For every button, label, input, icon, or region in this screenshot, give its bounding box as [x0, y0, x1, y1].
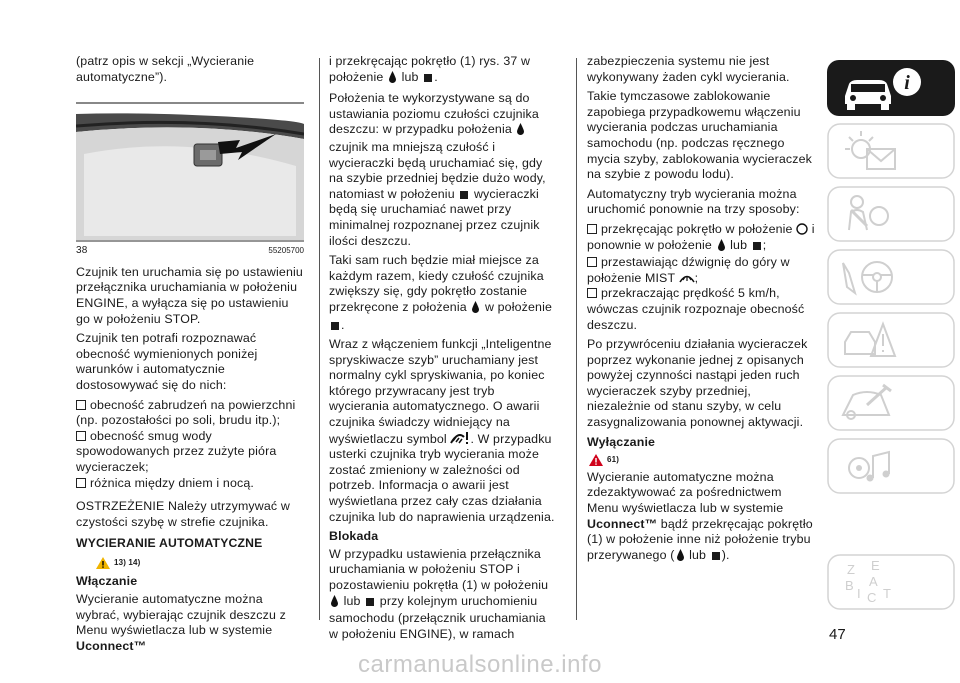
brand-name: Uconnect™ [587, 516, 658, 531]
square-drops-icon [424, 74, 432, 82]
tab-driving[interactable] [827, 249, 955, 314]
brand-name: Uconnect™ [76, 638, 147, 653]
paragraph: Wycieranie automatyczne można zdezaktywować za pośrednictwem Menu wyświetlacza lub w systemie Uconnect™ bądź przekręcając pokrętło (1) w położenie inne niż położenie trybu przerywanego ( lub ). [587, 470, 815, 566]
svg-text:A: A [869, 574, 878, 589]
warning-triangle-icon [96, 557, 110, 569]
emergency-icon [827, 312, 955, 368]
svg-text:i: i [904, 72, 910, 94]
list-item: przestawiając dźwignię do góry w położenie MIST ; [587, 255, 790, 285]
drop-icon [472, 301, 479, 318]
list-item: przekręcając pokrętło w położenie i ponownie w położenie lub ; [587, 222, 815, 255]
tab-emergency[interactable] [827, 312, 955, 377]
windshield-sensor-illustration [76, 94, 304, 242]
tab-car-info[interactable] [827, 60, 955, 125]
column-middle [329, 54, 557, 646]
subheading: Włączanie [76, 574, 138, 589]
intro-text: (patrz opis w sekcji „Wycieranie automatyczne”). [76, 54, 255, 84]
drop-icon [389, 71, 396, 88]
paragraph: Po przywróceniu działania wycieraczek poprzez wykonanie jednej z opisanych powyżej czynności nastąpi jeden ruch wycieraczek szyby przedniej, niezależnie od stanu szyby, w celu zasygnalizowania ponownej aktywacji. [587, 337, 808, 430]
paragraph: zabezpieczenia systemu nie jest wykonywany żaden cykl wycierania. [587, 54, 790, 84]
tab-safety[interactable] [827, 186, 955, 251]
warning-references [589, 452, 815, 468]
index-icon [827, 554, 955, 610]
tab-warning-lights[interactable] [827, 123, 955, 188]
maintenance-icon [827, 375, 955, 431]
paragraph: Takie tymczasowe zablokowanie zapobiega przypadkowemu włączeniu wycierania podczas uruchamiania samochodu (np. podczas ręcznego mycia szyby, zablokowania wycieraczek na szybie z powodu lodu). [587, 89, 812, 182]
column-divider [576, 58, 577, 620]
tab-maintenance[interactable] [827, 375, 955, 440]
svg-text:Z: Z [847, 562, 855, 577]
square-drops-icon [331, 322, 339, 330]
list-item: obecność zabrudzeń na powierzchni (np. pozostałości po soli, brudu itp.); [76, 397, 296, 428]
windshield-figure [76, 94, 304, 242]
warning-references [96, 555, 304, 571]
square-drops-icon [460, 191, 468, 199]
bullet-box-icon [76, 400, 86, 410]
paragraph: Taki sam ruch będzie miał miejsce za każdym razem, kiedy czułość czujnika zwiększy się, gdy pokrętło zostanie przekręcone z położenia w położenie . [329, 253, 553, 332]
danger-triangle-icon [589, 454, 603, 466]
figure-number: 38 [76, 245, 88, 257]
section-heading: WYCIERANIE AUTOMATYCZNE [76, 536, 263, 551]
drop-icon [677, 549, 684, 566]
paragraph: Czujnik ten potrafi rozpoznawać obecność wymienionych poniżej warunków i automatycznie dostosowywać się do nich: [76, 331, 258, 392]
paragraph: Wraz z włączeniem funkcji „Inteligentne spryskiwacze szyb” uruchamiany jest normalny cykl spryskiwania, po koniec którego przywracany jest tryb wycierania automatycznego. O awarii czujnika świadczy widniejący na wyświetlaczu symbol . W przypadku usterki czujnika tryb wycierania może zostać zmieniony w zależności od potrzeb. Informacja o awarii jest wyświetlana przez cały czas działania czujnika lub do naprawienia urządzenia. [329, 337, 555, 524]
driving-icon [827, 249, 955, 305]
bullet-box-icon [76, 478, 86, 488]
rain-sensor-fault-icon [450, 431, 470, 445]
tab-multimedia[interactable] [827, 438, 955, 503]
bullet-list [76, 398, 304, 492]
svg-text:I: I [857, 586, 861, 601]
subheading: Blokada [329, 529, 379, 544]
paragraph: W przypadku ustawienia przełącznika uruchamiania w położeniu STOP i pozostawieniu pokrętła (1) w położeniu lub przy kolejnym uruchomieniu samochodu (przełącznik uruchamiania w położeniu ENGINE), w ramach [329, 546, 549, 641]
paragraph: Położenia te wykorzystywane są do ustawiania poziomu czułości czujnika deszczu: w przypadku położenia czujnik ma mniejszą czułość i wycieraczki będą uruchamiać się, gdy na szybie przedniej będzie dużo wody, natomiast w położeniu wycieraczki będą się uruchamiać nawet przy minimalnej rozpoznanej przez czujnik ilości deszczu. [329, 91, 546, 248]
bullet-box-icon [587, 257, 597, 267]
square-drops-icon [366, 598, 374, 606]
subheading: Wyłączanie [587, 434, 656, 449]
paragraph: Automatyczny tryb wycierania można uruchomić ponownie na trzy sposoby: [587, 186, 800, 217]
drop-icon [331, 595, 338, 612]
list-item: przekraczając prędkość 5 km/h, wówczas czujnik rozpoznaje obecność deszczu. [587, 286, 805, 332]
column-right [587, 54, 815, 569]
mist-wiper-icon [679, 272, 695, 284]
square-drops-icon [712, 552, 720, 560]
paragraph: i przekręcając pokrętło (1) rys. 37 w położenie lub . [329, 54, 557, 87]
warning-lights-icon [827, 123, 955, 179]
off-position-circle-icon [796, 223, 808, 235]
drop-icon [517, 123, 524, 140]
list-item: obecność smug wody spowodowanych przez zużyte pióra wycieraczek; [76, 428, 277, 474]
paragraph: Wycieranie automatyczne można wybrać, wybierając czujnik deszczu z Menu wyświetlacza lub w systemie Uconnect™ [76, 592, 286, 653]
watermark: carmanualsonline.info [358, 651, 602, 678]
bullet-box-icon [587, 288, 597, 298]
column-divider [319, 58, 320, 620]
car-info-icon [827, 60, 955, 116]
safety-icon [827, 186, 955, 242]
bullet-box-icon [76, 431, 86, 441]
caution-note: OSTRZEŻENIE Należy utrzymywać w czystości szybę w strefie czujnika. [76, 499, 290, 529]
svg-text:B: B [845, 578, 854, 593]
warning-ref-number: 61) [607, 455, 620, 465]
column-left [76, 54, 304, 658]
multimedia-icon [827, 438, 955, 494]
warning-ref-numbers: 13) 14) [114, 557, 141, 567]
bullet-box-icon [587, 224, 597, 234]
svg-text:T: T [883, 586, 891, 601]
page-number: 47 [829, 626, 846, 643]
paragraph: Czujnik ten uruchamia się po ustawieniu przełącznika uruchamiania w położeniu ENGINE, a wyłącza się po ustawieniu go w położeniu STOP. [76, 264, 303, 326]
square-drops-icon [753, 242, 761, 250]
list-item: różnica między dniem i nocą. [76, 476, 304, 492]
figure-code: 55205700 [268, 246, 304, 256]
svg-text:E: E [871, 558, 880, 573]
figure-caption [76, 243, 304, 259]
svg-text:C: C [867, 590, 877, 605]
tab-index[interactable] [827, 554, 955, 619]
drop-icon [718, 239, 725, 256]
